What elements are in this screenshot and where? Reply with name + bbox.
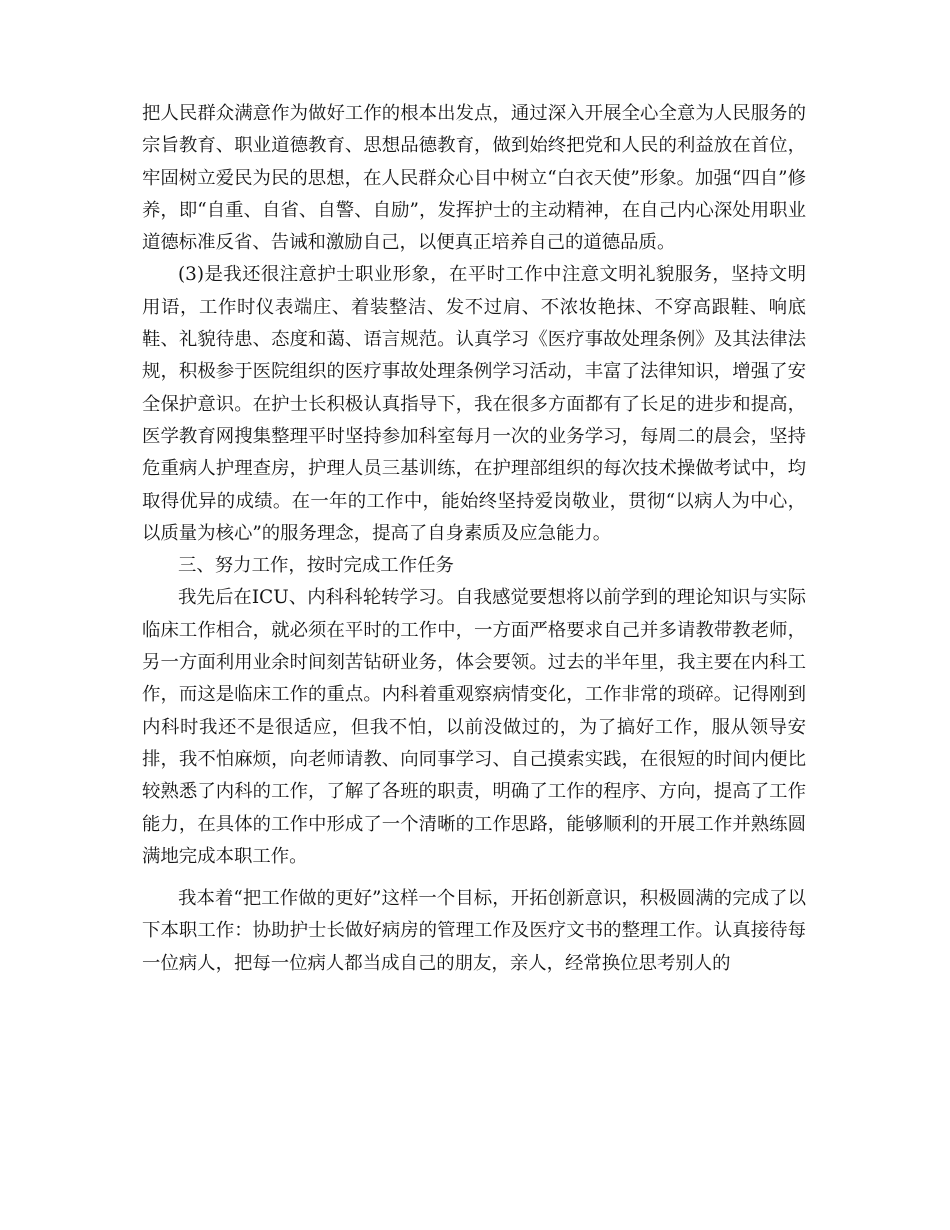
paragraph-patient-satisfaction: 把人民群众满意作为做好工作的根本出发点，通过深入开展全心全意为人民服务的宗旨教育、职业道德教育、思想品德教育，做到始终把党和人民的利益放在首位，牢固树立爱民为民的思想，在人民群众心目中树立“白衣天使”形象。加强“四自”修养，即“自重、自省、自警、自励”，发挥护士的主动精神，在自己内心深处用职业道德标准反省、告诫和激励自己，以便真正培养自己的道德品质。 [142, 103, 806, 254]
paragraph-professional-image: (3)是我还很注意护士职业形象，在平时工作中注意文明礼貌服务，坚持文明用语，工作时仪表端庄、着装整洁、发不过肩、不浓妆艳抹、不穿高跟鞋、响底鞋、礼貌待患、态度和蔼、语言规范。认真学习《医疗事故处理条例》及其法律法规，积极参于医院组织的医疗事故处理条例学习活动，丰富了法律知识，增强了安全保护意识。在护士长积极认真指导下，我在很多方面都有了长足的进步和提高，医学教育网搜集整理平时坚持参加科室每月一次的业务学习，每周二的晨会，坚持危重病人护理查房，护理人员三基训练，在护理部组织的每次技术操做考试中，均取得优异的成绩。在一年的工作中，能始终坚持爱岗敬业，贯彻“以病人为中心，以质量为核心”的服务理念，提高了自身素质及应急能力。 [142, 264, 806, 544]
paragraph-do-better-goal: 我本着“把工作做的更好”这样一个目标，开拓创新意识，积极圆满的完成了以下本职工作：协助护士长做好病房的管理工作及医疗文书的整理工作。认真接待每一位病人，把每一位病人都当成自己的朋友，亲人，经常换位思考别人的 [142, 888, 806, 974]
paragraph-rotation-study: 我先后在ICU、内科科轮转学习。自我感觉要想将以前学到的理论知识与实际临床工作相合，就必须在平时的工作中，一方面严格要求自己并多请教带教老师，另一方面利用业余时间刻苦钻研业务，体会要领。过去的半年里，我主要在内科工作，而这是临床工作的重点。内科着重观察病情变化，工作非常的琐碎。记得刚到内科时我还不是很适应，但我不怕，以前没做过的，为了搞好工作，服从领导安排，我不怕麻烦，向老师请教、向同事学习、自己摸索实践，在很短的时间内便比较熟悉了内科的工作，了解了各班的职责，明确了工作的程序、方向，提高了工作能力，在具体的工作中形成了一个清晰的工作思路，能够顺利的开展工作并熟练圆满地完成本职工作。 [142, 587, 806, 867]
document-body [142, 98, 806, 980]
section-heading-work-tasks: 三、努力工作，按时完成工作任务 [178, 555, 454, 577]
